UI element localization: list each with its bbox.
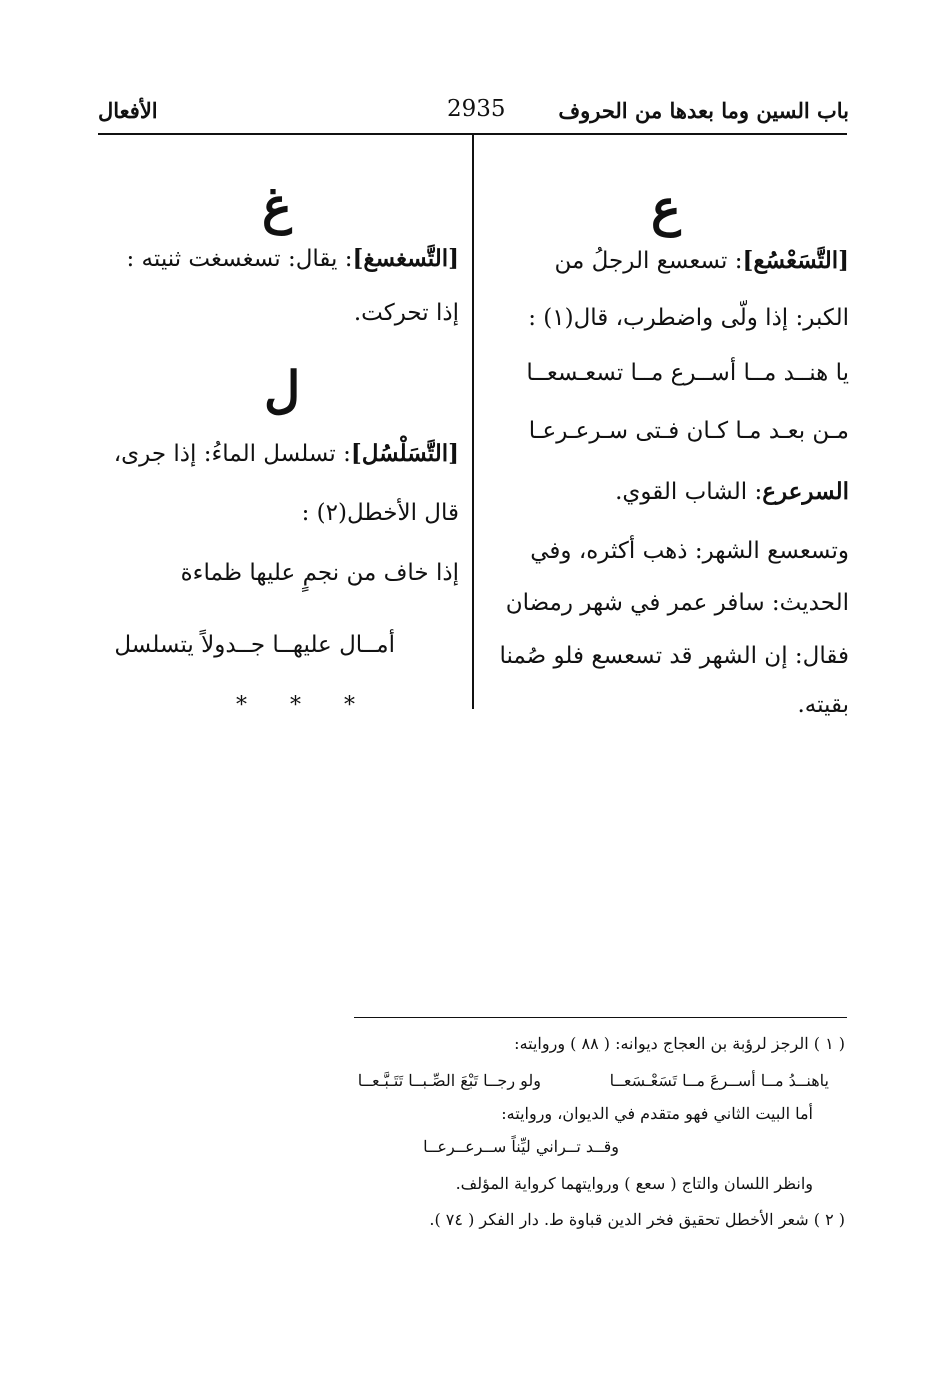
section-letter-ain: ع bbox=[651, 178, 681, 237]
gloss-term: السرعرع bbox=[762, 478, 849, 505]
entry-lam-line-2: قال الأخطل(٢) : bbox=[301, 500, 459, 526]
entry-line-1 bbox=[555, 247, 850, 274]
page-number: 2935 bbox=[447, 96, 506, 122]
footnote-1-line-1: ( ١ ) الرجز لرؤبة بن العجاج ديوانه: ( ٨٨ ) وروايته: bbox=[514, 1034, 845, 1053]
entry-line-2: الكبر: إذا ولّى واضطرب، قال(١) : bbox=[528, 305, 849, 331]
entry-lam-line-1 bbox=[114, 440, 459, 467]
entry-ghain-text: : يقال: تسغسغت ثنيته : bbox=[126, 246, 353, 272]
column-divider bbox=[472, 133, 474, 709]
entry-ghain-line-1 bbox=[127, 245, 460, 272]
verse-line-1: يا هنــد مــا أســرع مــا تسعـسعــا bbox=[526, 360, 849, 386]
body-line-3: وتسعسع الشهر: ذهب أكثره، وفي bbox=[530, 538, 849, 564]
gloss-line bbox=[615, 478, 849, 505]
entry-ghain-line-2: إذا تحركت. bbox=[353, 300, 459, 326]
lam-verse-line-1: إذا خاف من نجمٍ عليها ظماءة bbox=[180, 560, 459, 586]
entry-lam-term: [التَّسَلْسُل] bbox=[350, 440, 459, 467]
footnote-rule bbox=[354, 1017, 847, 1018]
footnote-1-verse-a: ياهنــدُ مــا أســرعَ مــا تَسَعْـسَعــا bbox=[609, 1071, 829, 1090]
entry-term: [التَّسَعْسُع] bbox=[742, 247, 849, 274]
entry-ghain-term: [التَّسغسغ] bbox=[352, 245, 459, 272]
footnote-1-verse-c: وقــد تــراني ليِّناً ســرعــرعــا bbox=[423, 1137, 619, 1156]
footnote-1-line-2: أما البيت الثاني فهو متقدم في الديوان، وروايته: bbox=[501, 1104, 813, 1123]
body-line-5: فقال: إن الشهر قد تسعسع فلو صُمنا bbox=[499, 643, 849, 669]
footnote-1-verse-b: ولو رجــا تَبْعَ الصِّـبــا تَتَـبَّـعــا bbox=[357, 1071, 541, 1090]
footnote-1-line-3: وانظر اللسان والتاج ( سعع ) وروايتهما كرواية المؤلف. bbox=[455, 1174, 813, 1193]
gloss-text: : الشاب القوي. bbox=[615, 479, 763, 505]
body-line-4: الحديث: سافر عمر في شهر رمضان bbox=[505, 590, 849, 616]
verse-line-2: مـن بعـد مـا كـان فـتى سـرعـرعـا bbox=[528, 418, 849, 444]
header-chapter-title: باب السين وما بعدها من الحروف bbox=[558, 98, 849, 123]
section-end-stars: * * * bbox=[236, 693, 373, 718]
lam-verse-line-2: أمــال عليهــا جــدولاً يتسلسل bbox=[114, 632, 395, 658]
entry-text: : تسعسع الرجلُ من bbox=[554, 248, 743, 274]
header-book-title: الأفعال bbox=[98, 98, 158, 123]
section-letter-ghain: غ bbox=[262, 176, 292, 235]
entry-lam-text: : تسلسل الماءُ: إذا جرى، bbox=[113, 441, 351, 467]
body-line-6: بقيته. bbox=[797, 692, 849, 718]
section-letter-lam: ل bbox=[264, 360, 301, 419]
footnote-2: ( ٢ ) شعر الأخطل تحقيق فخر الدين قباوة ط. دار الفكر ( ٧٤ ). bbox=[429, 1210, 845, 1229]
